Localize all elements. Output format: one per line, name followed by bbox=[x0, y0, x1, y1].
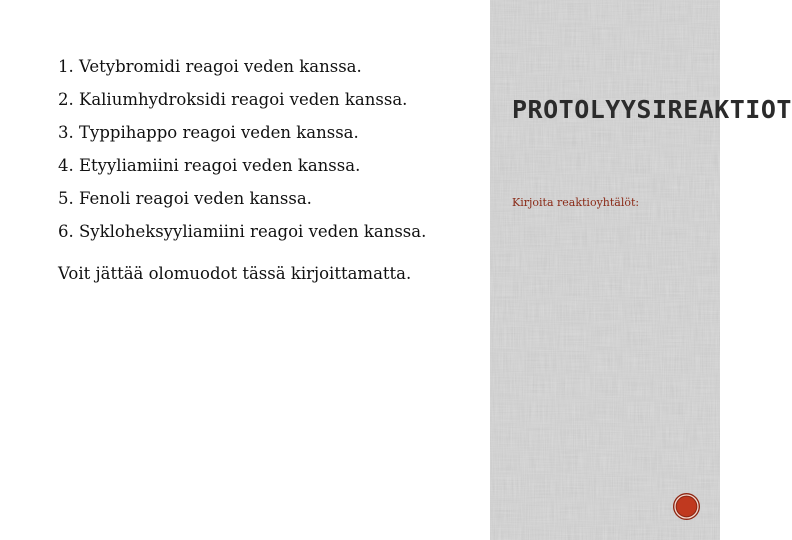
list-item: 1. Vetybromidi reagoi veden kanssa. bbox=[58, 57, 362, 76]
list-item: 2. Kaliumhydroksidi reagoi veden kanssa. bbox=[58, 90, 408, 109]
instruction-note: Voit jättää olomuodot tässä kirjoittamatta. bbox=[58, 264, 412, 283]
circle-button-icon bbox=[672, 492, 701, 521]
slide-nav-button[interactable] bbox=[672, 492, 701, 521]
list-item: 5. Fenoli reagoi veden kanssa. bbox=[58, 189, 312, 208]
side-panel-title: PROTOLYYSIREAKTIOT bbox=[512, 95, 792, 124]
list-item: 6. Sykloheksyyliamiini reagoi veden kanssa. bbox=[58, 222, 427, 241]
texture-background bbox=[490, 0, 792, 540]
slide-content bbox=[58, 56, 463, 285]
list-item: 3. Typpihappo reagoi veden kanssa. bbox=[58, 123, 359, 142]
side-panel-subtitle: Kirjoita reaktioyhtälöt: bbox=[512, 196, 640, 209]
list-item: 4. Etyyliamiini reagoi veden kanssa. bbox=[58, 156, 361, 175]
side-panel bbox=[490, 0, 792, 540]
